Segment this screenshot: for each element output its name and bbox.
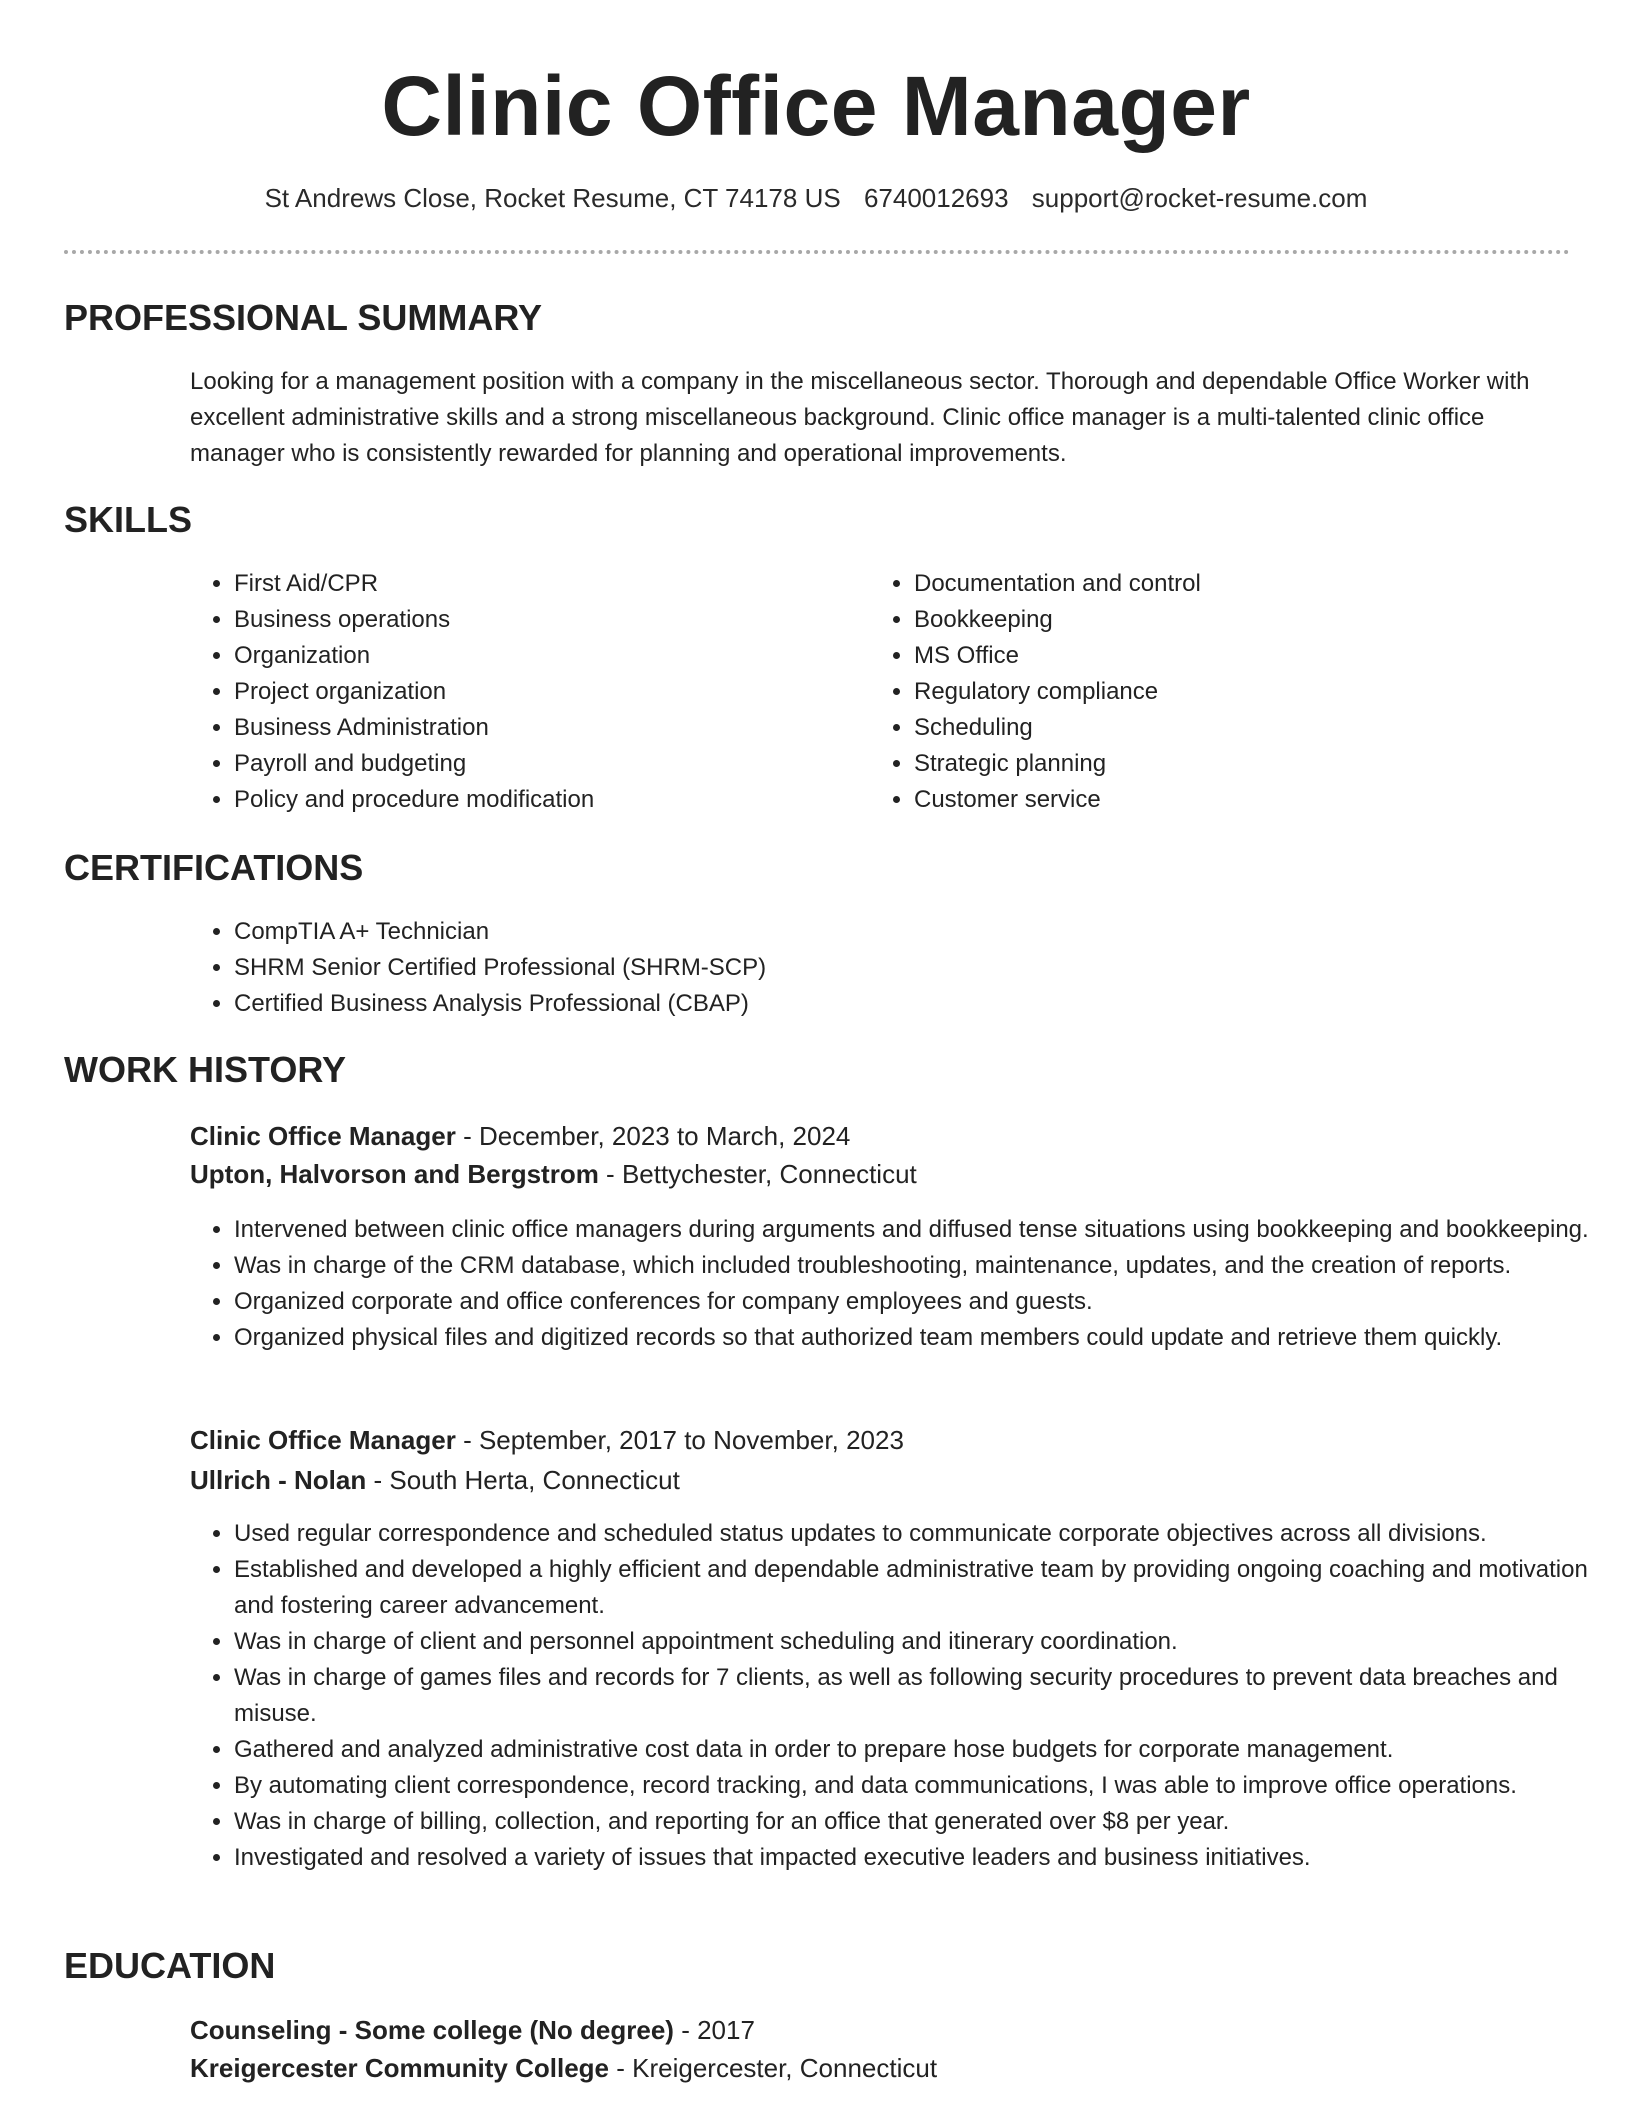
contact-line [0, 180, 1632, 216]
list-item: • Investigated and resolved a variety of issues that impacted executive leaders and business initiatives. [234, 1840, 1614, 1876]
list-item: • Organized physical files and digitized records so that authorized team members could update and retrieve them quickly. [234, 1320, 1614, 1356]
job-title: Clinic Office Manager [190, 1121, 456, 1151]
section-heading-skills: SKILLS [64, 499, 193, 540]
list-item: • Payroll and budgeting [234, 746, 794, 782]
separator: - [455, 1425, 479, 1455]
list-item: • Bookkeeping [914, 602, 1534, 638]
list-item: • Strategic planning [914, 746, 1534, 782]
list-item: • Business operations [234, 602, 794, 638]
list-item: • Policy and procedure modification [234, 782, 794, 818]
job-location: Bettychester, Connecticut [621, 1159, 917, 1189]
skills-list-left [190, 566, 794, 818]
list-item: • Scheduling [914, 710, 1534, 746]
list-item: • Was in charge of games files and records for 7 clients, as well as following security procedures to prevent data breaches and misuse. [234, 1660, 1614, 1732]
separator: - [609, 2053, 633, 2083]
separator: - [598, 1159, 622, 1189]
list-item: • SHRM Senior Certified Professional (SHRM-SCP) [234, 950, 1614, 986]
certifications-list [190, 914, 1614, 1022]
list-item: • CompTIA A+ Technician [234, 914, 1614, 950]
list-item: • Customer service [914, 782, 1534, 818]
job-title-line [190, 1422, 1570, 1458]
contact-email[interactable]: support@rocket-resume.com [1031, 183, 1368, 213]
summary-text: Looking for a management position with a company in the miscellaneous sector. Thorough and dependable Office Worker with excellent administrative skills and a strong miscellaneous background. Clinic office manager is a multi-talented clinic office manager who is consistently rewarded for planning and operational improvements. [190, 368, 1530, 467]
job-company: Upton, Halvorson and Bergstrom [190, 1159, 599, 1189]
job-company: Ullrich - Nolan [190, 1465, 367, 1495]
separator: - [673, 2015, 698, 2045]
education-location: Kreigercester, Connecticut [632, 2053, 938, 2083]
list-item: • Documentation and control [914, 566, 1534, 602]
list-item: • Was in charge of billing, collection, and reporting for an office that generated over $8 per year. [234, 1804, 1614, 1840]
education-degree: Counseling - Some college (No degree) [190, 2015, 674, 2045]
list-item: • Was in charge of the CRM database, which included troubleshooting, maintenance, updates, and the creation of reports. [234, 1248, 1614, 1284]
page-title: Clinic Office Manager [381, 59, 1251, 153]
list-item: • Intervened between clinic office managers during arguments and diffused tense situations using bookkeeping and bookkeeping. [234, 1212, 1614, 1248]
section-heading-summary: PROFESSIONAL SUMMARY [64, 297, 543, 338]
list-item: • MS Office [914, 638, 1534, 674]
job-bullets [190, 1516, 1614, 1876]
job-company-line [190, 1156, 1570, 1192]
education-school: Kreigercester Community College [190, 2053, 610, 2083]
list-item: • Established and developed a highly efficient and dependable administrative team by providing ongoing coaching and motivation and fostering career advancement. [234, 1552, 1614, 1624]
section-heading-education: EDUCATION [64, 1945, 276, 1986]
list-item: • Business Administration [234, 710, 794, 746]
job-location: South Herta, Connecticut [389, 1465, 680, 1495]
job-company-line [190, 1462, 1570, 1498]
list-item: • By automating client correspondence, record tracking, and data communications, I was able to improve office operations. [234, 1768, 1614, 1804]
list-item: • Organization [234, 638, 794, 674]
job-dates: December, 2023 to March, 2024 [478, 1121, 851, 1151]
list-item: • Was in charge of client and personnel appointment scheduling and itinerary coordination. [234, 1624, 1614, 1660]
job-title: Clinic Office Manager [190, 1425, 456, 1455]
section-heading-work-history: WORK HISTORY [64, 1049, 347, 1090]
education-degree-line [190, 2012, 1570, 2048]
contact-phone: 6740012693 [863, 183, 1009, 213]
list-item: • Project organization [234, 674, 794, 710]
education-school-line [190, 2050, 1570, 2086]
header-divider [64, 250, 1570, 254]
list-item: • Regulatory compliance [914, 674, 1534, 710]
section-heading-certifications: CERTIFICATIONS [64, 847, 364, 888]
skills-list-right [870, 566, 1534, 818]
list-item: • First Aid/CPR [234, 566, 794, 602]
job-dates: September, 2017 to November, 2023 [478, 1425, 904, 1455]
separator: - [366, 1465, 390, 1495]
job-bullets [190, 1212, 1614, 1356]
education-year: 2017 [697, 2015, 755, 2045]
contact-address: St Andrews Close, Rocket Resume, CT 74178 US [264, 183, 841, 213]
separator: - [455, 1121, 479, 1151]
list-item: • Used regular correspondence and scheduled status updates to communicate corporate objectives across all divisions. [234, 1516, 1614, 1552]
list-item: • Gathered and analyzed administrative cost data in order to prepare hose budgets for corporate management. [234, 1732, 1614, 1768]
list-item: • Certified Business Analysis Professional (CBAP) [234, 986, 1614, 1022]
list-item: • Organized corporate and office conferences for company employees and guests. [234, 1284, 1614, 1320]
job-title-line [190, 1118, 1570, 1154]
